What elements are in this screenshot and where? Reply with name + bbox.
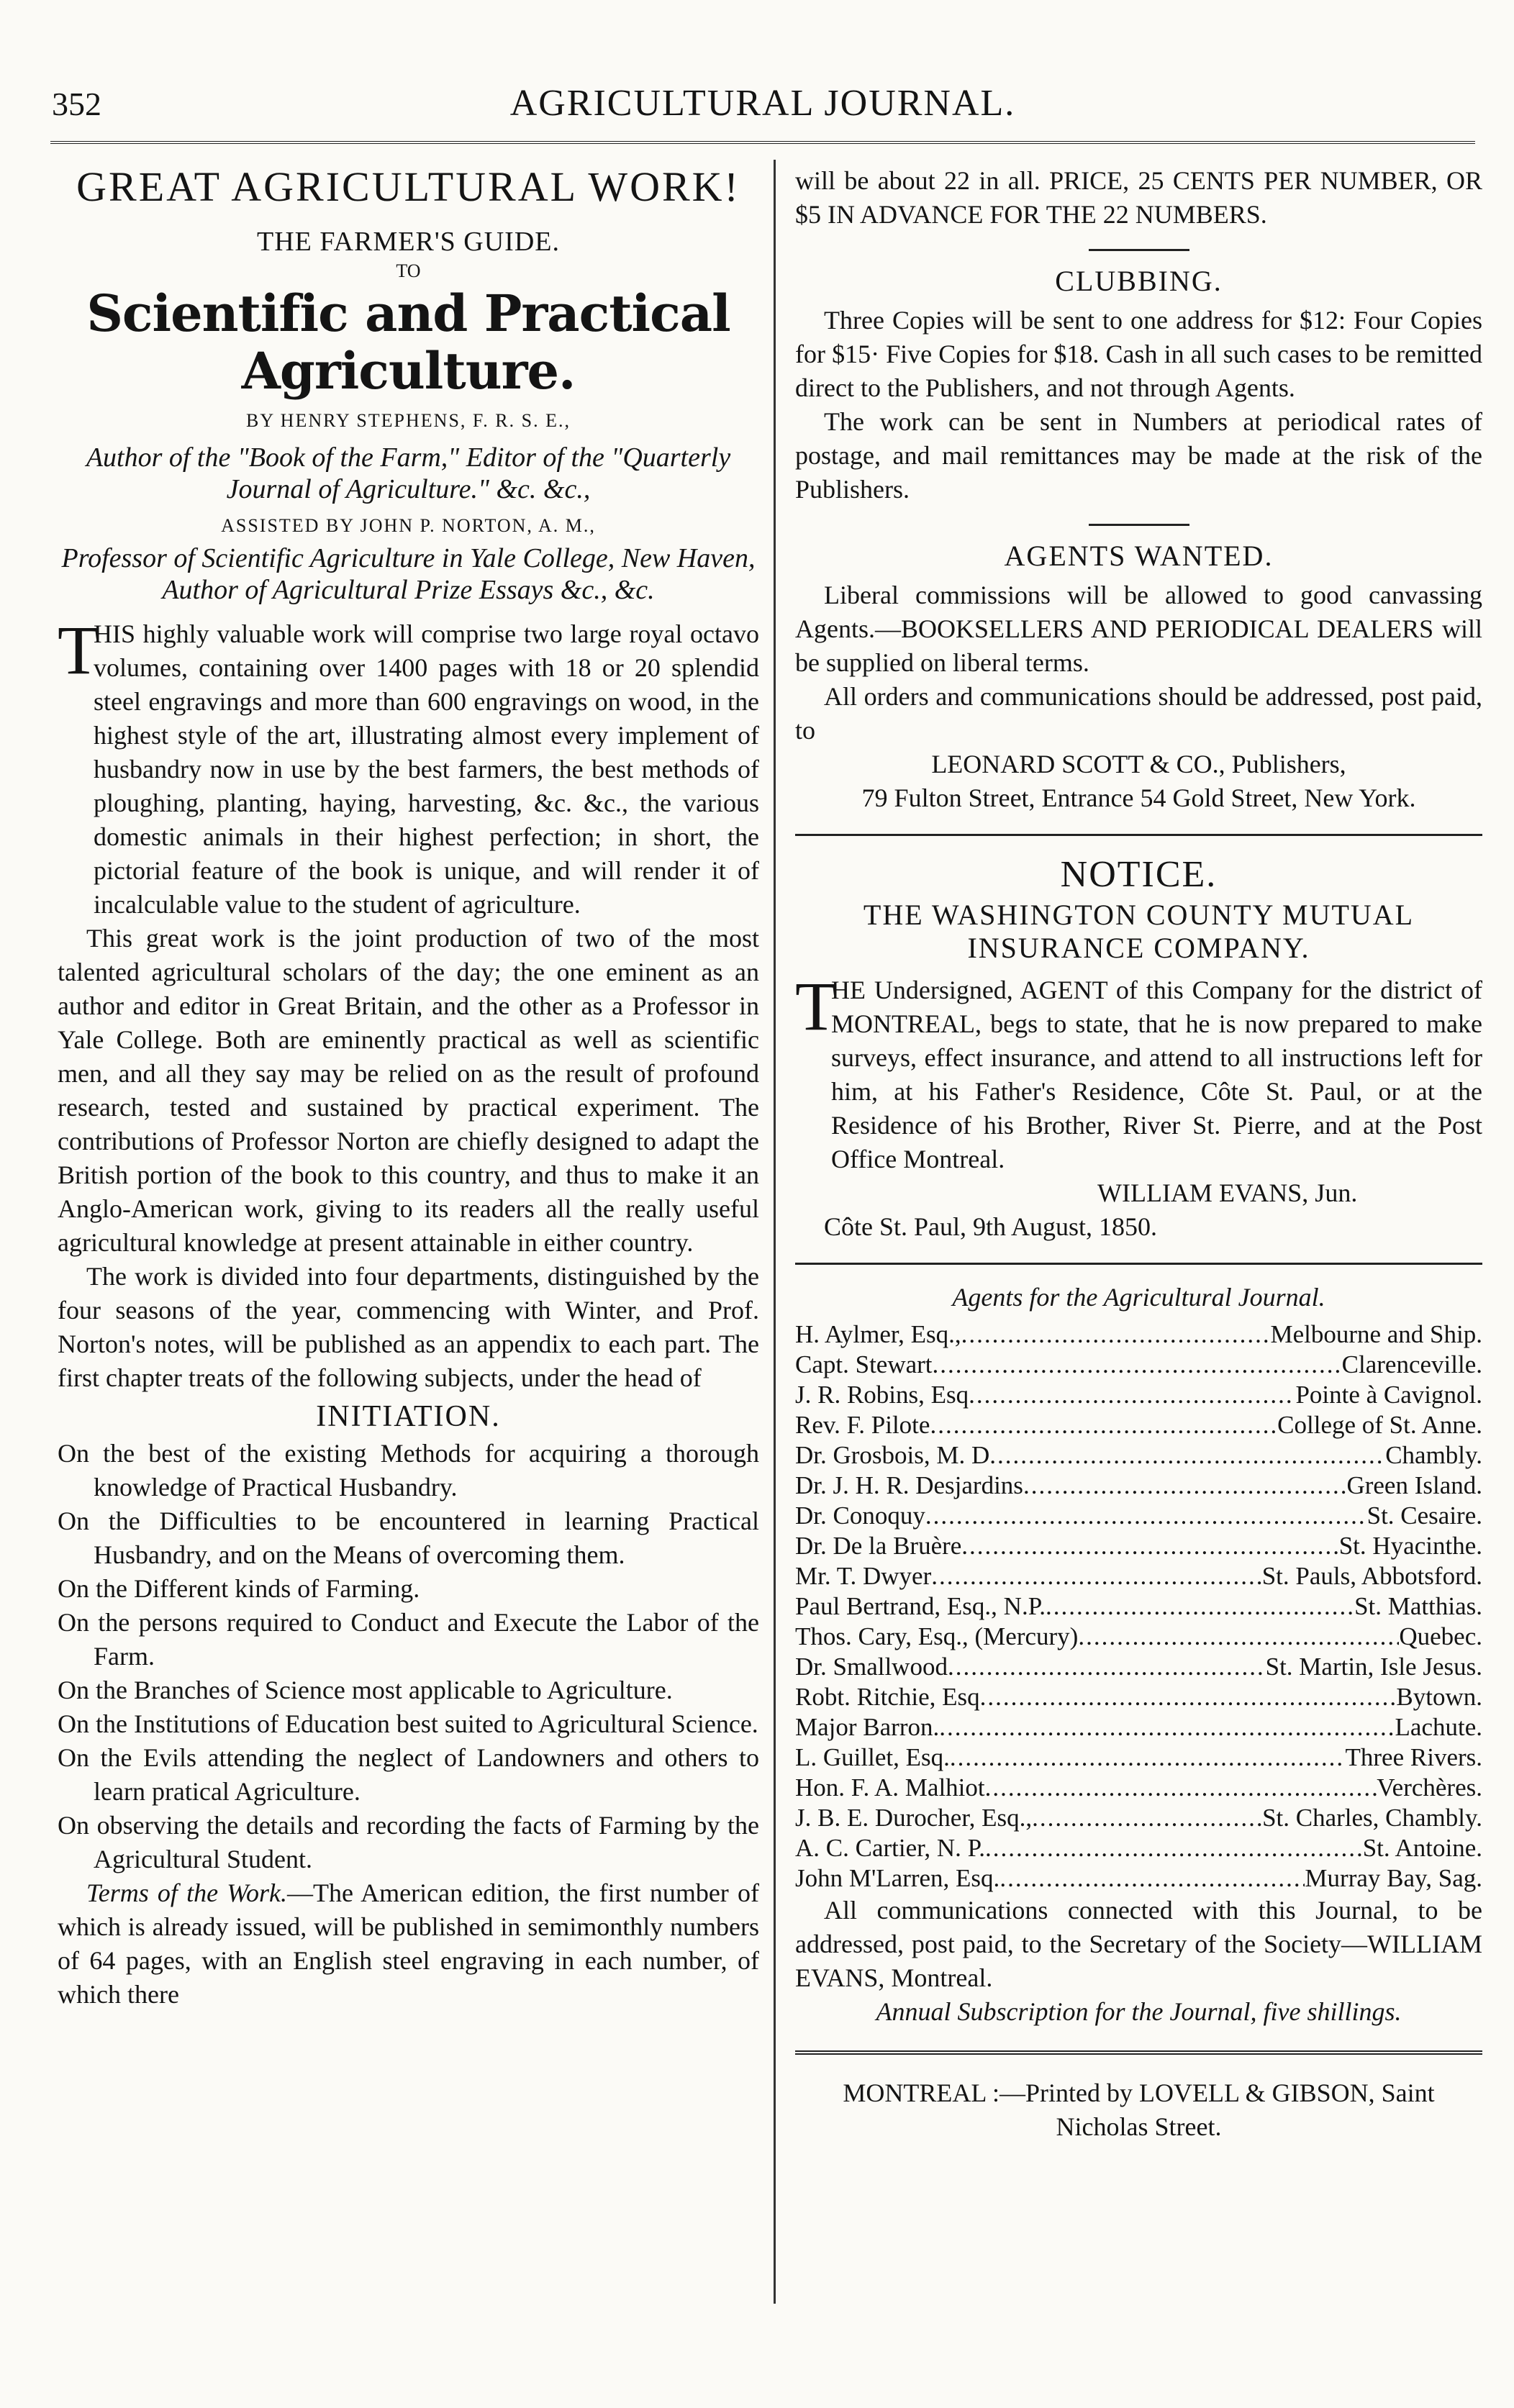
farmers-guide-heading: THE FARMER'S GUIDE. [257, 227, 560, 257]
agent-place: St. Charles, Chambly. [1262, 1804, 1482, 1832]
list-item: On observing the details and recording the facts of Farming by the Agricultural Student. [58, 1811, 759, 1873]
agent-name: Dr. De la Bruère [795, 1532, 962, 1560]
publisher-address: 79 Fulton Street, Entrance 54 Gold Street, New York. [861, 783, 1416, 812]
author-byline: BY HENRY STEPHENS, F. R. S. E., [246, 410, 571, 431]
agent-place: Verchères. [1377, 1773, 1482, 1802]
newspaper-page [43, 79, 1482, 2141]
agent-name: A. C. Cartier, N. P. [795, 1834, 986, 1862]
section-rule [795, 1263, 1482, 1265]
list-item [795, 1712, 1482, 1743]
agents-list-title: Agents for the Agricultural Journal. [952, 1283, 1325, 1312]
list-item: On the Institutions of Education best suited to Agricultural Science. [58, 1709, 758, 1738]
list-item [795, 1863, 1482, 1894]
agent-place: St. Martin, Isle Jesus. [1265, 1653, 1482, 1681]
orders-paragraph: All orders and communications should be addressed, post paid, to [795, 682, 1482, 745]
agent-place: Clarenceville. [1341, 1350, 1482, 1378]
intro-paragraph [58, 612, 759, 922]
printer-imprint: MONTREAL :—Printed by LOVELL & GIBSON, Saint Nicholas Street. [843, 2078, 1435, 2141]
section-rule [795, 2050, 1482, 2055]
agent-name: Paul Bertrand, Esq., N.P. [795, 1592, 1046, 1620]
agent-place: Green Island. [1346, 1471, 1482, 1499]
subscription-note: Annual Subscription for the Journal, five shillings. [876, 1997, 1402, 2026]
notice-date: Côte St. Paul, 9th August, 1850. [824, 1212, 1158, 1241]
list-item: On the persons required to Conduct and Execute the Labor of the Farm. [58, 1608, 759, 1671]
drop-cap: T [795, 968, 838, 1045]
agent-place: Chambly. [1385, 1441, 1482, 1469]
list-item [795, 1410, 1482, 1440]
agent-name: Rev. F. Pilote [795, 1411, 930, 1439]
list-item [795, 1833, 1482, 1863]
price-paragraph [795, 164, 1482, 232]
paragraph-authors: This great work is the joint production of two of the most talented agricultural scholars of the day; the one eminent as an author and editor in Great Britain, and the other as a Professor in Yale College. Both are eminently practical as well as scientific men, and all they say may be relied on as the result of profound research, tested and sustained by practical experiment. The contributions of Professor Norton are chiefly designed to adapt the British portion of the book to this country, and thus to make it an Anglo-American work, giving to its readers all the really useful agricultural knowledge at present attainable in either country. [58, 924, 759, 1257]
agent-place: Three Rivers. [1345, 1743, 1482, 1771]
list-item [795, 1350, 1482, 1380]
right-column [795, 164, 1482, 2144]
agent-name: Hon. F. A. Malhiot [795, 1773, 985, 1802]
agents-wanted-paragraph: Liberal commissions will be allowed to good canvassing Agents.—BOOKSELLERS AND PERIODICAL DEALERS will be supplied on liberal terms. [795, 581, 1482, 677]
list-item [795, 1531, 1482, 1561]
continuation-text: will be about 22 in all. [795, 166, 1041, 195]
agent-place: Quebec. [1399, 1622, 1482, 1650]
running-title: AGRICULTURAL JOURNAL. [509, 83, 1016, 124]
agent-name: Robt. Ritchie, Esq [795, 1683, 980, 1711]
agent-name: Thos. Cary, Esq., (Mercury) [795, 1622, 1079, 1650]
terms-label: Terms of the Work. [86, 1878, 287, 1907]
clubbing-heading: CLUBBING. [1055, 265, 1223, 297]
list-item [795, 1803, 1482, 1833]
initiation-heading: INITIATION. [316, 1400, 501, 1433]
agent-name: J. R. Robins, Esq [795, 1381, 969, 1409]
list-item [795, 1440, 1482, 1471]
list-item [795, 1319, 1482, 1350]
agent-name: Mr. T. Dwyer [795, 1562, 932, 1590]
section-rule [795, 834, 1482, 836]
assistant-credit: Professor of Scientific Agriculture in Yale College, New Haven, Author of Agricultural Prize Essays &c., &c. [61, 543, 756, 605]
section-rule [1089, 524, 1189, 526]
advert-title: GREAT AGRICULTURAL WORK! [76, 163, 740, 210]
list-item [795, 1561, 1482, 1591]
clubbing-postage-paragraph: The work can be sent in Numbers at periodical rates of postage, and mail remittances may be made at the risk of the Publishers. [795, 407, 1482, 504]
list-item [795, 1591, 1482, 1622]
notice-heading: NOTICE. [1060, 854, 1218, 895]
price-text: PRICE, 25 CENTS PER NUMBER, OR $5 IN ADVANCE FOR THE 22 NUMBERS. [795, 166, 1482, 229]
list-item: On the Evils attending the neglect of Landowners and others to learn pratical Agriculture. [58, 1743, 759, 1806]
notice-text: HE Undersigned, AGENT of this Company for the district of MONTREAL, begs to state, that he is now prepared to make surveys, effect insurance, and attend to all instructions left for him, at his Father's Residence, Côte St. Paul, or at the Residence of his Brother, River St. Pierre, and at the Post Office Montreal. [831, 976, 1482, 1173]
list-item: On the Different kinds of Farming. [58, 1574, 420, 1603]
agent-place: St. Hyacinthe. [1338, 1532, 1482, 1560]
terms-text: —The American edition, the first number of which is already issued, will be published in semimonthly numbers of 64 pages, with an English steel engraving in each number, of which there [58, 1878, 759, 2009]
list-item [795, 1471, 1482, 1501]
agent-place: Pointe à Cavignol. [1295, 1381, 1482, 1409]
list-item [795, 1622, 1482, 1652]
book-title: Scientific and Practical Agriculture. [86, 283, 730, 401]
agent-place: Lachute. [1395, 1713, 1482, 1741]
paragraph-departments: The work is divided into four departments, distinguished by the four seasons of the year, commencing with Winter, and Prof. Norton's notes, will be published as an appendix to each part. The first chapter treats of the following subjects, under the head of [58, 1262, 759, 1392]
agent-place: St. Antoine. [1362, 1834, 1482, 1862]
list-item [795, 1380, 1482, 1410]
company-heading: THE WASHINGTON COUNTY MUTUAL INSURANCE COMPANY. [863, 899, 1415, 964]
agent-name: Capt. Stewart [795, 1350, 933, 1378]
agent-name: Dr. J. H. R. Desjardins [795, 1471, 1023, 1499]
list-item [795, 1682, 1482, 1712]
drop-cap: T [58, 612, 100, 689]
list-item [795, 1743, 1482, 1773]
page-header [43, 79, 1482, 144]
agent-place: St. Cesaire. [1366, 1501, 1482, 1530]
communications-paragraph: All communications connected with this Journal, to be addressed, post paid, to the Secretary of the Society—WILLIAM EVANS, Montreal. [795, 1896, 1482, 1992]
agents-list [795, 1319, 1482, 1894]
to-heading: TO [396, 260, 421, 281]
left-column [58, 164, 759, 2012]
publisher-name: LEONARD SCOTT & CO., Publishers, [931, 750, 1346, 778]
notice-paragraph [795, 968, 1482, 1176]
initiation-list [58, 1437, 759, 1876]
section-rule [1089, 249, 1189, 251]
agent-place: Melbourne and Ship. [1270, 1320, 1482, 1348]
agent-name: L. Guillet, Esq. [795, 1743, 950, 1771]
agent-name: H. Aylmer, Esq., [795, 1320, 961, 1348]
agent-name: Major Barron. [795, 1713, 940, 1741]
header-rule [50, 141, 1475, 144]
clubbing-paragraph: Three Copies will be sent to one address for $12: Four Copies for $15· Five Copies for $18. Cash in all such cases to be remitted direct to the Publishers, and not through Agents. [795, 306, 1482, 402]
agent-name: Dr. Smallwood [795, 1653, 948, 1681]
agent-place: Murray Bay, Sag. [1305, 1864, 1482, 1892]
list-item [795, 1773, 1482, 1803]
list-item: On the best of the existing Methods for acquiring a thorough knowledge of Practical Husbandry. [58, 1439, 759, 1501]
author-credit: Author of the "Book of the Farm," Editor of the "Quarterly Journal of Agriculture." &c. &c., [86, 442, 731, 504]
list-item: On the Difficulties to be encountered in learning Practical Husbandry, and on the Means of overcoming them. [58, 1507, 759, 1569]
paragraph-text: HIS highly valuable work will comprise two large royal octavo volumes, containing over 1400 pages with 18 or 20 splendid steel engravings and more than 600 engravings on wood, in the highest style of the art, illustrating almost every implement of husbandry now in use by the best farmers, the best methods of ploughing, planting, haying, harvesting, &c. &c., the various domestic animals in their highest perfection; in short, the pictorial feature of the book is unique, and will render it of incalculable value to the student of agriculture. [94, 619, 759, 919]
list-item: On the Branches of Science most applicable to Agriculture. [58, 1676, 673, 1704]
assistant-byline: ASSISTED BY JOHN P. NORTON, A. M., [221, 515, 596, 536]
column-divider [774, 160, 776, 2304]
terms-paragraph [58, 1876, 759, 2012]
agent-name: Dr. Grosbois, M. D [795, 1441, 990, 1469]
agents-wanted-heading: AGENTS WANTED. [1004, 540, 1274, 572]
list-item [795, 1652, 1482, 1682]
agent-place: College of St. Anne. [1277, 1411, 1482, 1439]
agent-place: St. Pauls, Abbotsford. [1261, 1562, 1482, 1590]
agent-place: Bytown. [1396, 1683, 1482, 1711]
notice-signature: WILLIAM EVANS, Jun. [1097, 1178, 1358, 1207]
agent-name: John M'Larren, Esq. [795, 1864, 1000, 1892]
list-item [795, 1501, 1482, 1531]
page-number: 352 [52, 86, 101, 122]
agent-name: J. B. E. Durocher, Esq., [795, 1804, 1033, 1832]
agent-place: St. Matthias. [1354, 1592, 1482, 1620]
agent-name: Dr. Conoquy [795, 1501, 925, 1530]
